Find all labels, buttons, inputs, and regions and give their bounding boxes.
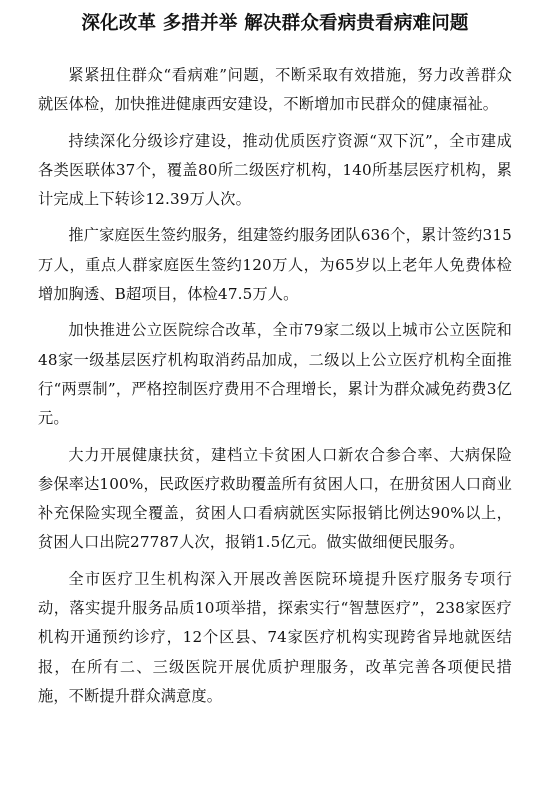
paragraph-family-doctor: 推广家庭医生签约服务，组建签约服务团队636个，累计签约315万人，重点人群家庭医生签约120万人，为65岁以上老年人免费体检增加胸透、B超项目，体检47.5万人。 <box>38 226 512 304</box>
paragraph-service-improvement: 全市医疗卫生机构深入开展改善医院环境提升医疗服务专项行动，落实提升服务品质10项举措，探索实行“智慧医疗”，238家医疗机构开通预约诊疗，12个区县、74家医疗机构实现跨省异地就医结报，在所有二、三级医院开展优质护理服务，改革完善各项便民措施，不断提升群众满意度。 <box>38 569 512 705</box>
article-body <box>38 61 512 711</box>
paragraph-hospital-reform: 加快推进公立医院综合改革，全市79家二级以上城市公立医院和48家一级基层医疗机构取消药品加成，二级以上公立医疗机构全面推行“两票制”，严格控制医疗费用不合理增长，累计为群众减免药费3亿元。 <box>38 321 512 428</box>
paragraph-intro: 紧紧扭住群众“看病难”问题，不断采取有效措施，努力改善群众就医体检，加快推进健康西安建设，不断增加市民群众的健康福祉。 <box>38 66 512 114</box>
paragraph-poverty-health: 大力开展健康扶贫，建档立卡贫困人口新农合参合率、大病保险参保率达100%，民政医疗救助覆盖所有贫困人口，在册贫困人口商业补充保险实现全覆盖，贫困人口看病就医实际报销比例达90%以上，贫困人口出院27787人次，报销1.5亿元。做实做细便民服务。 <box>38 445 512 552</box>
paragraph-tiered-care: 持续深化分级诊疗建设，推动优质医疗资源“双下沉”，全市建成各类医联体37个，覆盖80所二级医疗机构，140所基层医疗机构，累计完成上下转诊12.39万人次。 <box>38 131 512 209</box>
article-title: 深化改革 多措并举 解决群众看病贵看病难问题 <box>81 13 469 34</box>
